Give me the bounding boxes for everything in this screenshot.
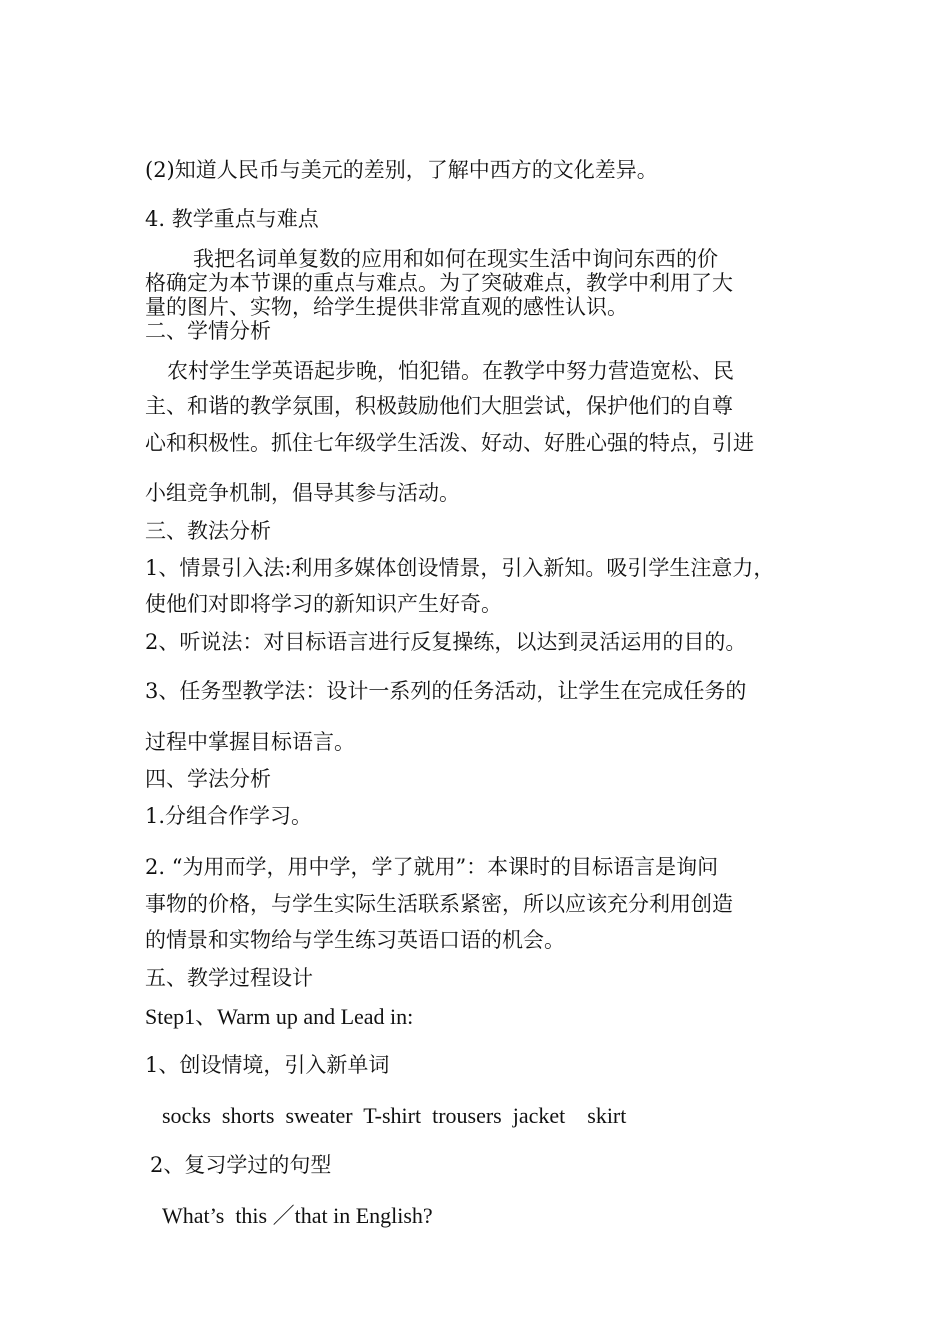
paragraph-line: 小组竞争机制，倡导其参与活动。 [145, 481, 460, 505]
paragraph-line: 过程中掌握目标语言。 [145, 730, 355, 754]
paragraph-line: 1、情景引入法:利用多媒体创设情景，引入新知。吸引学生注意力， [145, 556, 775, 580]
paragraph-line: 2. “为用而学，用中学，学了就用”：本课时的目标语言是询问 [145, 855, 719, 879]
paragraph-line: 2、听说法：对目标语言进行反复操练，以达到灵活运用的目的。 [145, 630, 747, 654]
sentence-pattern: What’s this ／that in English? [162, 1203, 433, 1228]
section-heading: 五、教学过程设计 [145, 966, 313, 990]
paragraph-line: 的情景和实物给与学生练习英语口语的机会。 [145, 928, 565, 952]
paragraph-line: 1、创设情境，引入新单词 [145, 1053, 390, 1077]
section-heading: 三、教法分析 [145, 519, 271, 543]
paragraph-line: 心和积极性。抓住七年级学生活泼、好动、好胜心强的特点，引进 [145, 431, 754, 455]
vocabulary-list: socks shorts sweater T-shirt trousers jacket skirt [162, 1103, 627, 1128]
paragraph-line: 1.分组合作学习。 [145, 804, 313, 828]
paragraph-line: 2、复习学过的句型 [150, 1153, 332, 1177]
paragraph-line: 我把名词单复数的应用和如何在现实生活中询问东西的价 [193, 247, 718, 271]
section-heading: 4. 教学重点与难点 [145, 207, 319, 231]
paragraph-line: (2)知道人民币与美元的差别，了解中西方的文化差异。 [145, 158, 658, 182]
paragraph-line: 格确定为本节课的重点与难点。为了突破难点，教学中利用了大 [145, 271, 733, 295]
paragraph-line: 事物的价格，与学生实际生活联系紧密，所以应该充分利用创造 [145, 892, 733, 916]
section-heading: 四、学法分析 [145, 767, 271, 791]
paragraph-line: 主、和谐的教学氛围，积极鼓励他们大胆尝试，保护他们的自尊 [145, 394, 733, 418]
paragraph-line: 3、任务型教学法：设计一系列的任务活动，让学生在完成任务的 [145, 679, 747, 703]
section-heading: 二、学情分析 [145, 319, 271, 343]
paragraph-line: 量的图片、实物，给学生提供非常直观的感性认识。 [145, 295, 628, 319]
step-heading: Step1、Warm up and Lead in: [145, 1004, 414, 1029]
paragraph-line: 农村学生学英语起步晚，怕犯错。在教学中努力营造宽松、民 [167, 359, 734, 383]
paragraph-line: 使他们对即将学习的新知识产生好奇。 [145, 592, 502, 616]
